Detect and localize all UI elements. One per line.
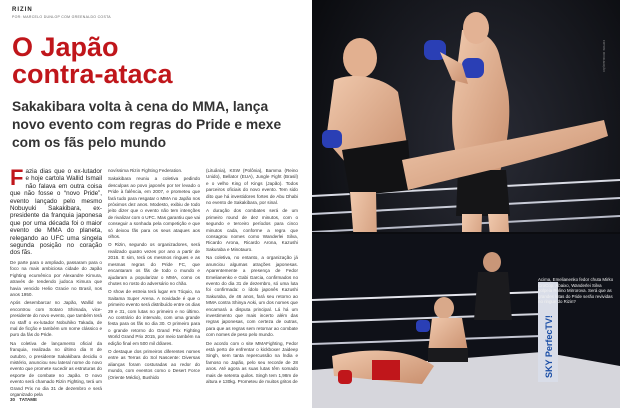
paragraph: De parte para o ampliado, passaram para o foco na mais ambiciosa cidade do Japão Fighting ecumênico por Alexandre Kimura, através de tendendo judoca Kimura que havia vencido Helio Gracie no Brasil, nos anos 1950. [10, 259, 102, 297]
paragraph: Na coletiva de lançamento oficial da franquia, realizada no último dia 8 de outubro, o presidente Sakakibara decidiu o mistério, anunciou seu lateral nome do novo evento que promete sucedir as estruturas do esporte de combate no Japão. O novo evento será chamado Rizin Fighting, terá um Grand Prix no dia 31 de dezembro e será organizado pela [10, 340, 102, 397]
paragraph: A duração dos combates será de um primeiro round de dez minutos, com o segundo e terceiro períodos para cinco minutos cada, conforme a regra que consagrou nomes como Wanderlei Silva, Ricardo Arona, Ricardo Arona, Kazushi Sakuraba e Minotauro. [206, 208, 298, 252]
blue-glove-fedor [322, 130, 342, 148]
right-page-photo [312, 0, 620, 408]
red-glove [338, 370, 352, 384]
article-subtitle: Sakakibara volta à cena do MMA, lança novo evento com regras do Pride e mexe com os fãs pelo mundo [12, 99, 282, 150]
photo-credit: FOTOS: DIVULGAÇÃO [602, 40, 606, 72]
magazine-name: TATAME [19, 397, 38, 402]
sponsor-banner: SKY PerfecTV! [544, 315, 554, 378]
lede-text: azia dias que o ex-lutador e hoje cartola Wallid Ismail não falava em outra coisa que não fosse o “novo Pride”, evento lançado pelo mesmo Nobuyuki Sakakibara, ex-presidente da franquia japonesa que por uma década foi o maior evento de MMA do planeta, relegando ao UFC uma singela segunda posição no coração dos fãs. [10, 168, 102, 257]
paragraph: (Lituânia), KSW (Polônia), Bamma (Reino Unido), Bellator (EUA), Jungle Fight (Brasil) e o velho King of Kings (Japão). Todos parceiros oficiais do novo evento. Tem sido dito que há investidores fortes de Abu Dhabi no evento de Sakakibara, por sinal. [206, 168, 298, 206]
lede-paragraph [10, 165, 102, 257]
text-column-2 [108, 168, 200, 383]
page-number: 30 [10, 397, 16, 402]
red-shorts [372, 360, 400, 380]
text-column-1 [10, 165, 102, 400]
paragraph: O destaque dos primeiros diferentes nomes entre as Terras do Sol Nascente: Diversas alianças foram costuradas ao redor do mundo, com eventos como o Desert Force (Oriente Médio), Bushido [108, 348, 200, 380]
paragraph: Após desembarcar no Japão, Wallid se encontrou com Sotaro Shimada, vice-presidente do novo evento, que também terá no staff o ex-lutador Nobuhiko Takada, de mal de ficção e também um nome clássico e puro da fás do Pride. [10, 300, 102, 338]
dropcap: F [10, 165, 24, 190]
byline: POR: MARCELO DUNLOP COM GREENALDO COSTA [12, 15, 111, 19]
article-title [12, 34, 302, 88]
paragraph: O show de estreia terá lugar em Tóquio, na Saitama Super Arena. A novidade é que o primeiro evento será distribuído entre os dias 29 e 31, com lutas no primeiro e no último. Ao contrário do intervalo, com uma grande festa para os fãs no dia 30. O primeiro para o grande retorno do Grand Prix Fighting World Grand Prix 2015, por meio também na edição final em 500 mil dólares. [108, 289, 200, 346]
paragraph: O Rizin, segundo os organizadores, será realizado quatro vezes por ano a partir de 2016. E sim, terá os mesmos ringues e as mesmas regras do Pride FC, que encantaram os fãs de todo o mundo e ajudaram a popularizar o MMA, como os chutes no rosto do adversário no chão. [108, 242, 200, 286]
paragraph: Sakakibara reuniu a coletiva pedindo desculpas ao povo japonês por ter levado o Pride à falência, em 2007, e prometeu que fará tudo para resgatar o MMA no Japão nos próximos dez anos. Modesto, exibiu de todo jeito dizer que o evento não tem intenções de rivalizar com o UFC. Mas garantiu que vai conseguir a sonhada pela competição e que só deixou fãs para os seus ataques aos olhos. [108, 176, 200, 240]
section-label: RIZIN [12, 7, 33, 13]
paragraph: Na coletiva, no entanto, a organização já anunciou algumas atrações japonesas. Aparentemente a presença de Fedor Emelianenko e Gabi Garcia, confirmados no evento do dia 31 de dezembro, só uma luta foi confirmada: o ídolo japonês Kazushi Sakuraba, de 46 anos, fará seu retorno ao MMA contra Shinya Aoki, um dos nomes que encarnará a disputa principal. Lá há um investimento que mais incerto além das regras japonesas, com certeza de outras, para que as regras sem retornar ao combate com nomes de peso pelo mundo. [206, 255, 298, 338]
title-line-1: O Japão [12, 32, 119, 62]
paragraph: novíssima Rizin Fighting Federation. [108, 168, 183, 173]
fight-photo [312, 0, 620, 408]
page-footer [10, 397, 37, 402]
photo-caption: Acima, Emelianenko fedor chuta Mirko CroCop. Abaixo, Wanderlei Silva golpeia Rolino Mirrorova. Será que as grandes lutas do Pride serão revividas no ringue do Rizin? [538, 277, 614, 305]
paragraph: De acordo com o site MMAFighting, Fedor está perto de enfrentar o kickboxer Jaideep Singh, sem tanta repercussão na Índia e famoso no Japão, pelo seu recorde de 28 anos. Até agora as suas lutas têm somado mais de setenta quilos. Singh tem 1,98m de altura e 130kg. Prometeu de muitos gritos de [206, 340, 298, 384]
text-column-3 [206, 168, 298, 387]
title-line-2: contra-ataca [12, 59, 173, 89]
blue-glove-silva [416, 320, 430, 332]
